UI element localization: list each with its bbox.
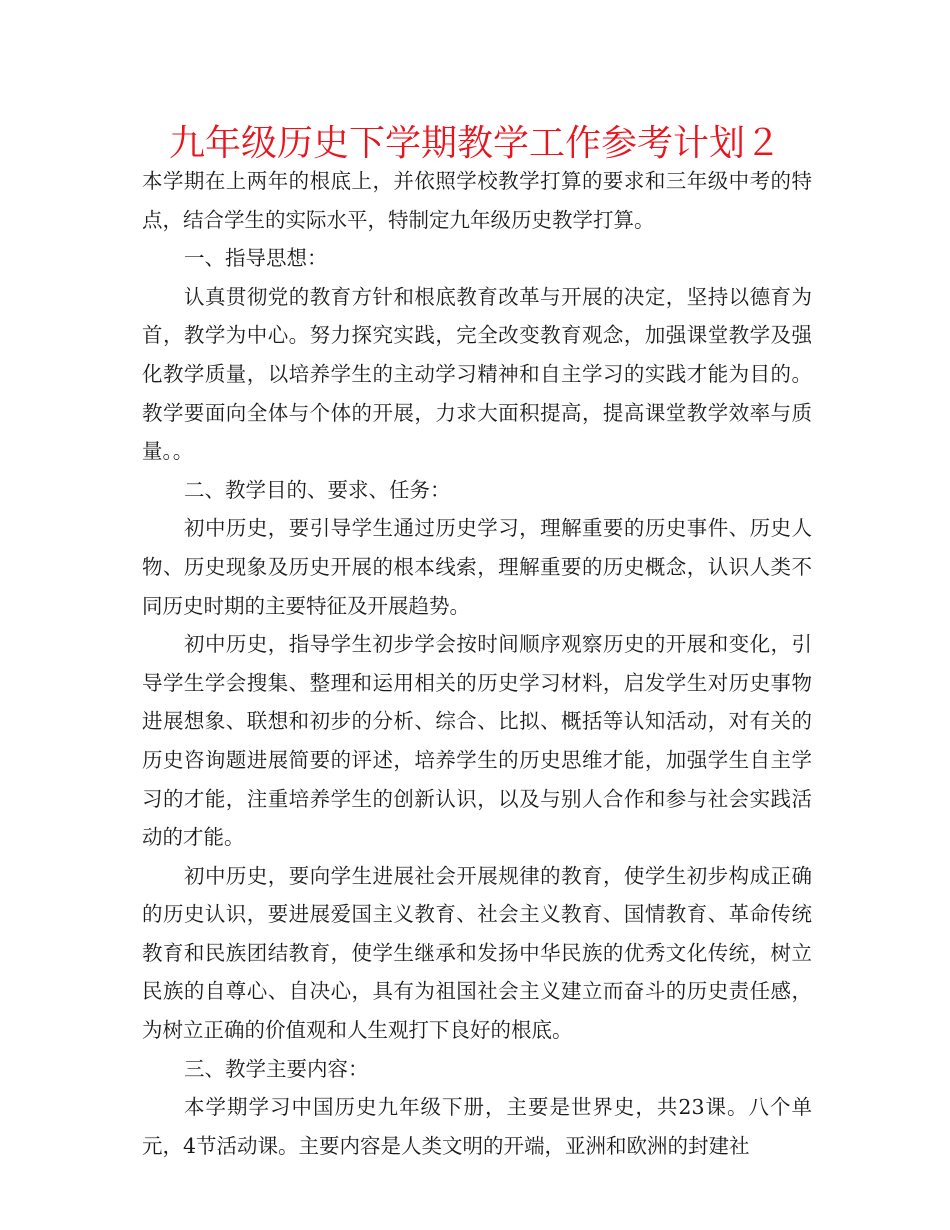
document-body — [142, 162, 812, 1165]
paragraph-goals-2: 初中历史，指导学生初步学会按时间顺序观察历史的开展和变化，引导学生学会搜集、整理和运用相关的历史学习材料，启发学生对历史事物进展想象、联想和初步的分析、综合、比拟、概括等认知活动，对有关的历史咨询题进展简要的评述，培养学生的历史思维才能，加强学生自主学习的才能，注重培养学生的创新认识，以及与别人合作和参与社会实践活动的才能。 — [142, 632, 812, 850]
section-heading-main-content: 三、教学主要内容： — [184, 1056, 369, 1081]
paragraph-intro: 本学期在上两年的根底上，并依照学校教学打算的要求和三年级中考的特点，结合学生的实际水平，特制定九年级历史教学打算。 — [142, 169, 812, 232]
paragraph-goals-3: 初中历史，要向学生进展社会开展规律的教育，使学生初步构成正确的历史认识，要进展爱国主义教育、社会主义教育、国情教育、革命传统教育和民族团结教育，使学生继承和发扬中华民族的优秀文化传统，树立民族的自尊心、自决心，具有为祖国社会主义建立而奋斗的历史责任感，为树立正确的价值观和人生观打下良好的根底。 — [142, 863, 812, 1043]
section-heading-guiding-thought: 一、指导思想： — [184, 246, 328, 271]
section-heading-teaching-goals: 二、教学目的、要求、任务： — [184, 477, 451, 502]
paragraph-guiding-thought: 认真贯彻党的教育方针和根底教育改革与开展的决定，坚持以德育为首，教学为中心。努力探究实践，完全改变教育观念，加强课堂教学及强化教学质量，以培养学生的主动学习精神和自主学习的实践才能为目的。教学要面向全体与个体的开展，力求大面积提高，提高课堂教学效率与质量。。 — [142, 284, 812, 464]
document-title: 九年级历史下学期教学工作参考计划２ — [168, 123, 781, 164]
paragraph-goals-1: 初中历史，要引导学生通过历史学习，理解重要的历史事件、历史人物、历史现象及历史开展的根本线索，理解重要的历史概念，认识人类不同历史时期的主要特征及开展趋势。 — [142, 516, 812, 618]
paragraph-main-content: 本学期学习中国历史九年级下册，主要是世界史，共23课。八个单元，4节活动课。主要内容是人类文明的开端，亚洲和欧洲的封建社 — [142, 1095, 812, 1158]
